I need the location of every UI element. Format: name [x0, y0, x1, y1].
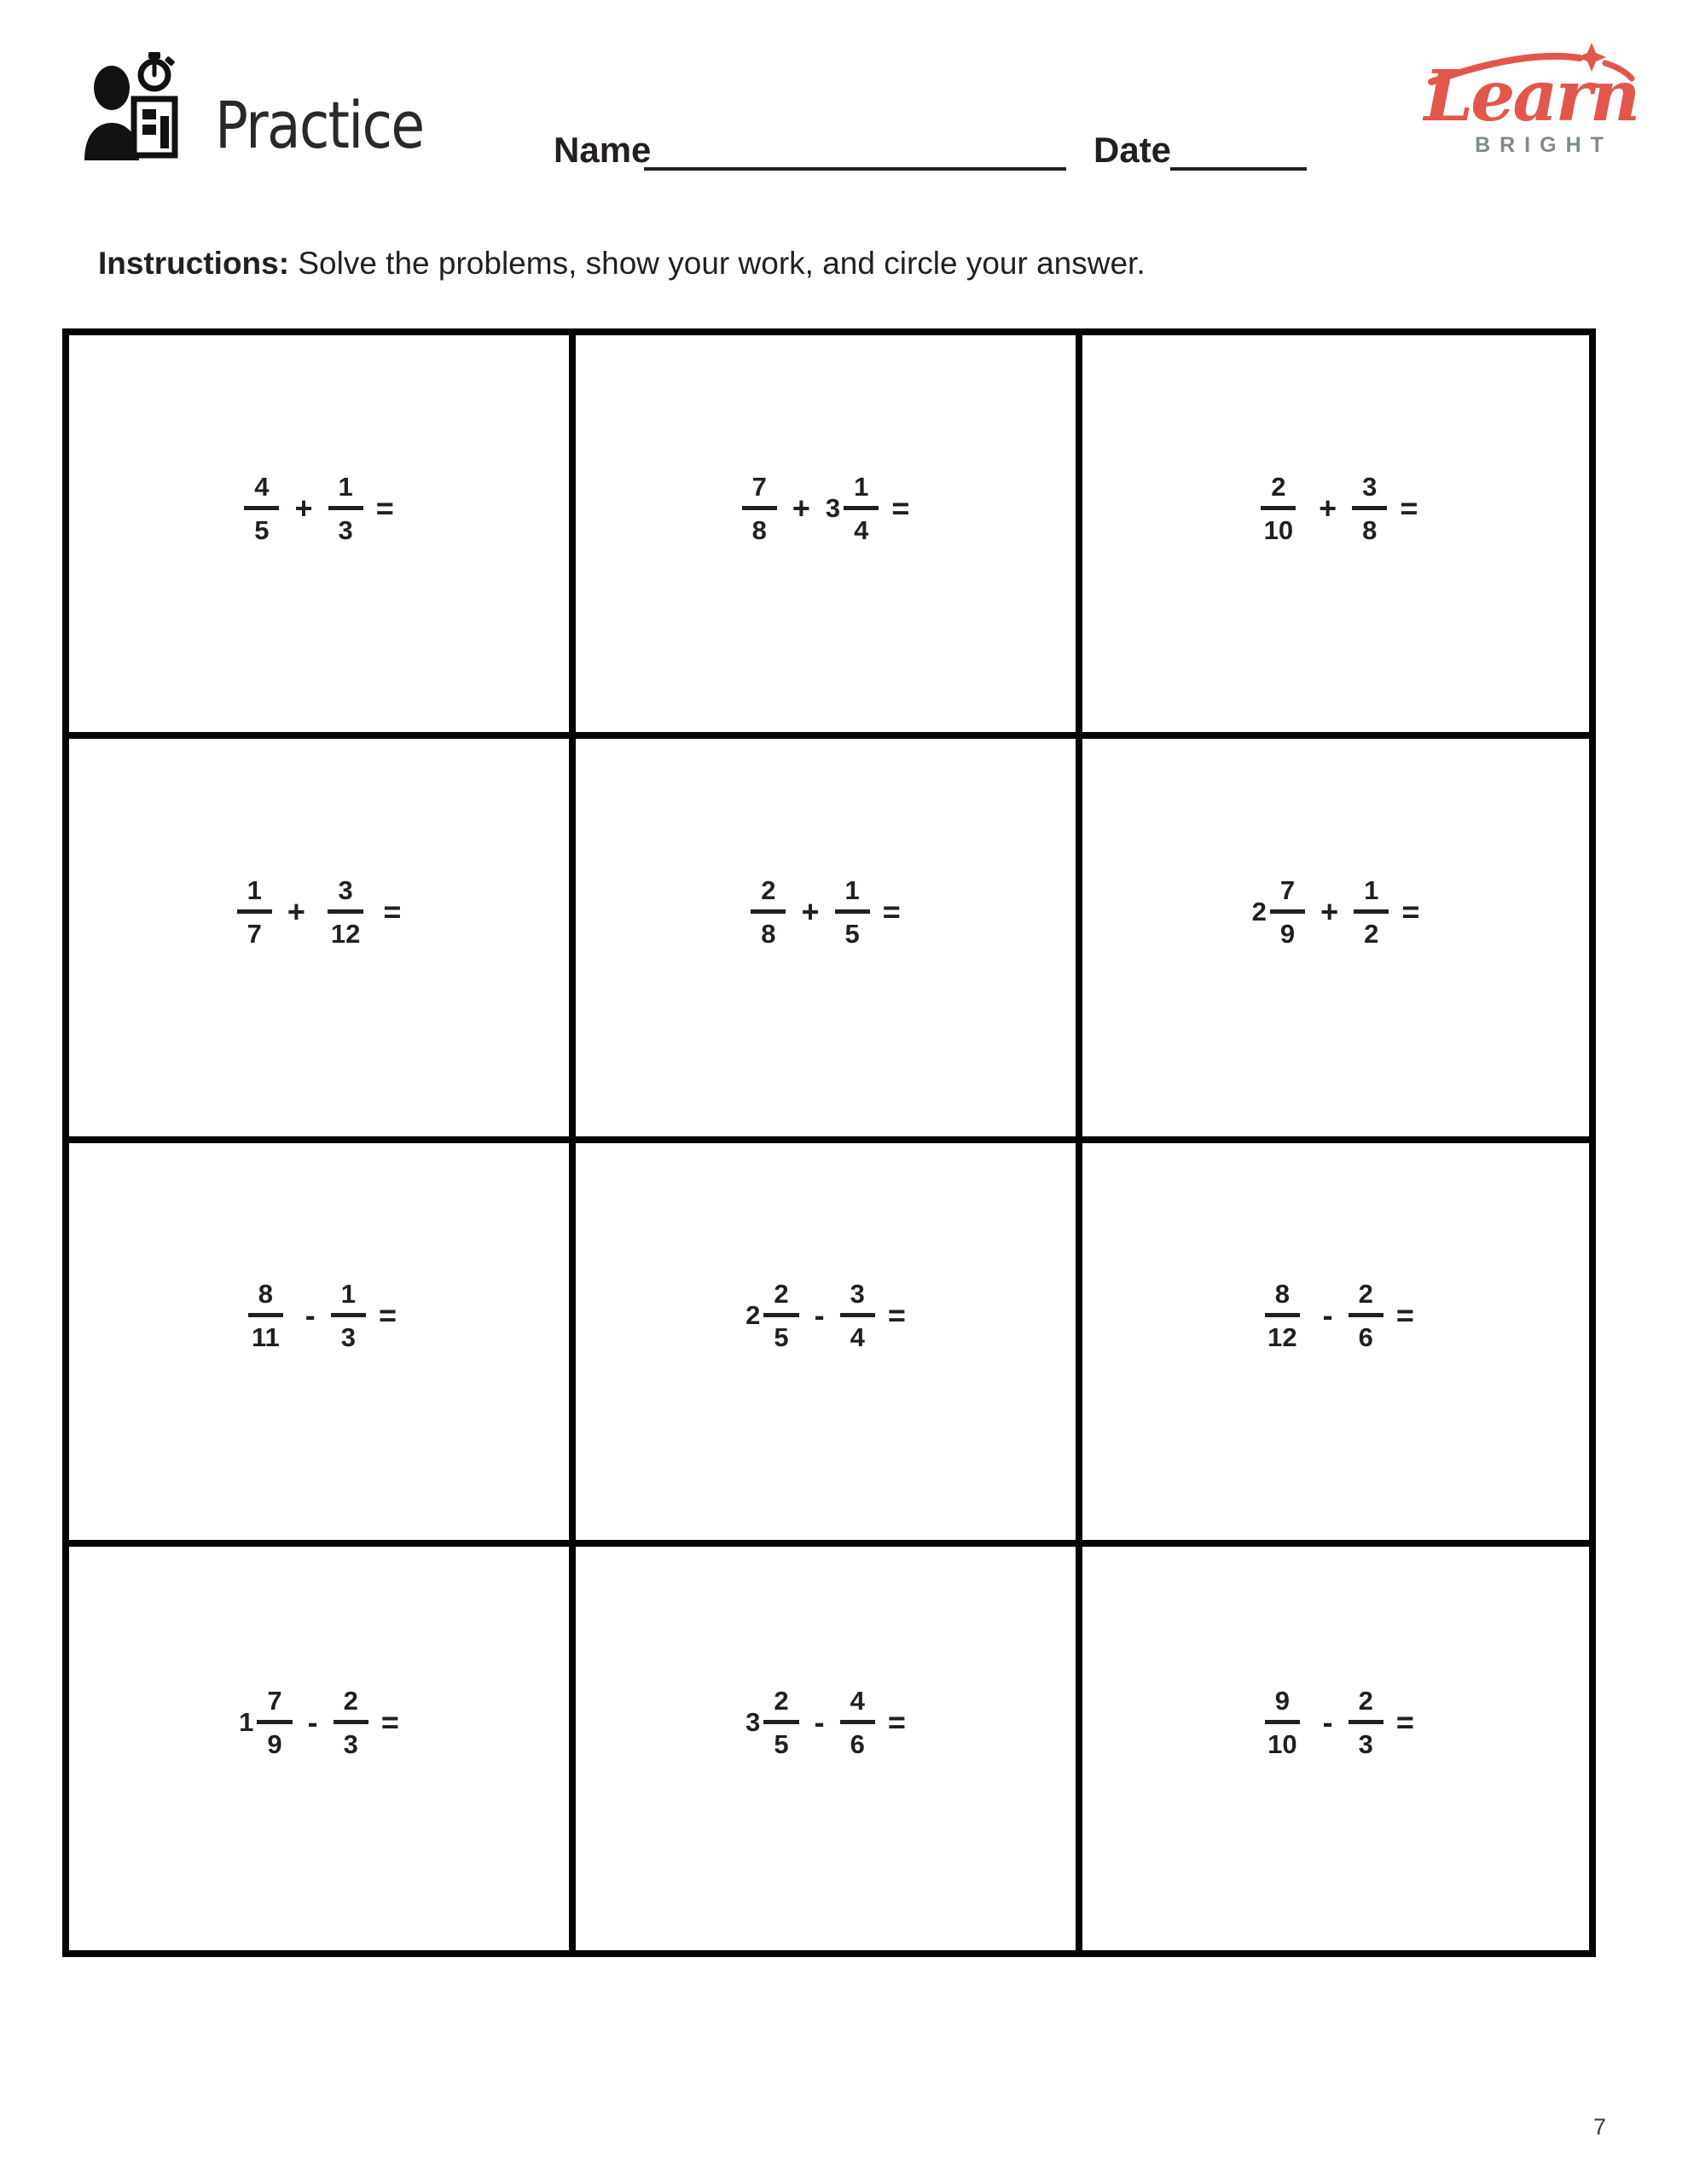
whole-number: 2 — [745, 1300, 761, 1331]
equals-sign: = — [379, 1298, 397, 1333]
denominator: 10 — [1263, 514, 1294, 545]
fraction — [237, 874, 272, 949]
fraction — [321, 874, 370, 949]
equals-sign: = — [882, 893, 901, 929]
problem-cell-7 — [69, 1143, 576, 1547]
operator: - — [1322, 1298, 1333, 1333]
denominator: 3 — [1358, 1729, 1373, 1760]
equals-sign: = — [1401, 893, 1420, 929]
equals-sign: = — [1400, 490, 1418, 526]
denominator: 12 — [330, 918, 361, 949]
problem-grid — [62, 328, 1596, 1957]
fraction-problem — [239, 1686, 399, 1760]
instructions-text: Solve the problems, show your work, and circle your answer. — [298, 246, 1146, 281]
equals-sign: = — [891, 490, 910, 526]
equals-sign: = — [380, 1705, 399, 1740]
operator: + — [294, 490, 313, 526]
numerator: 1 — [844, 473, 879, 510]
numerator: 2 — [751, 877, 786, 914]
fraction-problem — [745, 1279, 906, 1353]
name-label: Name — [554, 130, 652, 170]
fraction — [1349, 1686, 1383, 1760]
problem-cell-5 — [576, 739, 1082, 1142]
denominator: 12 — [1267, 1322, 1297, 1353]
denominator: 2 — [1364, 918, 1379, 949]
numerator: 1 — [328, 473, 363, 510]
denominator: 3 — [338, 514, 353, 545]
numerator: 3 — [1352, 473, 1387, 510]
date-blank-line — [1170, 167, 1307, 171]
page-number: 7 — [1593, 2114, 1607, 2140]
fraction — [1257, 1686, 1307, 1760]
fraction — [328, 473, 363, 543]
numerator: 2 — [763, 1687, 798, 1724]
fraction — [763, 1686, 798, 1760]
fraction — [244, 473, 279, 543]
fraction — [742, 473, 777, 543]
page-title: Practice — [215, 87, 424, 163]
fraction — [835, 874, 870, 949]
whole-number: 2 — [1251, 896, 1267, 926]
operator: + — [1319, 490, 1337, 526]
denominator: 9 — [1279, 918, 1296, 949]
whole-number: 3 — [745, 1707, 761, 1738]
denominator: 5 — [774, 1729, 789, 1760]
fraction-problem — [745, 1686, 906, 1760]
problem-cell-2 — [576, 335, 1082, 739]
numerator: 2 — [1349, 1281, 1383, 1317]
denominator: 8 — [751, 514, 767, 545]
equals-sign: = — [383, 893, 402, 929]
logo-bright-text: BRIGHT — [1475, 133, 1613, 157]
fraction — [844, 473, 879, 543]
denominator: 8 — [1362, 514, 1378, 545]
problem-cell-11 — [576, 1547, 1082, 1950]
numerator: 2 — [763, 1281, 798, 1317]
operator: - — [305, 1298, 316, 1333]
denominator: 6 — [1358, 1322, 1373, 1353]
fraction — [334, 1686, 368, 1760]
fraction-problem — [1257, 1279, 1414, 1353]
fraction-problem — [237, 874, 402, 949]
denominator: 5 — [254, 514, 270, 545]
fraction — [257, 1686, 292, 1760]
operator: - — [1322, 1705, 1333, 1740]
numerator: 8 — [1265, 1281, 1300, 1317]
denominator: 8 — [761, 918, 776, 949]
logo-learn-text: Learn — [1424, 55, 1639, 137]
numerator: 4 — [244, 473, 279, 510]
numerator: 1 — [237, 877, 272, 914]
numerator: 1 — [331, 1281, 366, 1317]
date-label: Date — [1093, 130, 1172, 170]
fraction — [1352, 473, 1387, 543]
instructions — [98, 246, 1146, 282]
fraction-problem — [1257, 1686, 1414, 1760]
denominator: 4 — [850, 1322, 865, 1353]
denominator: 4 — [854, 514, 869, 545]
fraction — [241, 1279, 290, 1353]
operator: + — [1320, 893, 1339, 929]
equals-sign: = — [375, 490, 394, 526]
fraction — [1254, 473, 1303, 543]
denominator: 9 — [267, 1729, 282, 1760]
operator: + — [287, 893, 305, 929]
operator: + — [792, 490, 810, 526]
practice-person-stopwatch-icon — [78, 49, 191, 165]
learn-bright-logo — [1412, 41, 1650, 158]
problem-cell-6 — [1082, 739, 1589, 1142]
fraction — [1354, 874, 1389, 949]
problem-cell-3 — [1082, 335, 1589, 739]
instructions-label: Instructions: — [98, 246, 290, 281]
operator: + — [801, 893, 820, 929]
numerator: 7 — [742, 473, 777, 510]
fraction — [331, 1279, 366, 1353]
name-blank-line — [644, 167, 1066, 171]
equals-sign: = — [887, 1298, 906, 1333]
fraction-problem — [241, 1279, 397, 1353]
equals-sign: = — [887, 1705, 906, 1740]
fraction-problem — [742, 473, 910, 543]
denominator: 11 — [251, 1322, 280, 1353]
operator: - — [307, 1705, 318, 1740]
numerator: 3 — [328, 877, 363, 914]
denominator: 3 — [343, 1729, 358, 1760]
fraction — [763, 1279, 798, 1353]
denominator: 6 — [850, 1729, 865, 1760]
numerator: 1 — [835, 877, 870, 914]
fraction — [840, 1279, 875, 1353]
numerator: 7 — [1270, 877, 1305, 914]
denominator: 5 — [844, 918, 860, 949]
fraction-problem — [244, 473, 394, 543]
problem-cell-8 — [576, 1143, 1082, 1547]
problem-cell-9 — [1082, 1143, 1589, 1547]
fraction-problem — [751, 874, 901, 949]
operator: - — [814, 1298, 825, 1333]
problem-cell-1 — [69, 335, 576, 739]
numerator: 9 — [1265, 1687, 1300, 1724]
whole-number: 3 — [825, 492, 841, 523]
fraction — [840, 1686, 875, 1760]
fraction — [1270, 874, 1305, 949]
fraction — [751, 874, 786, 949]
denominator: 7 — [247, 918, 262, 949]
problem-cell-4 — [69, 739, 576, 1142]
whole-number: 1 — [239, 1707, 254, 1738]
fraction — [1349, 1279, 1383, 1353]
denominator: 5 — [774, 1322, 789, 1353]
equals-sign: = — [1395, 1298, 1414, 1333]
equals-sign: = — [1395, 1705, 1414, 1740]
operator: - — [814, 1705, 825, 1740]
numerator: 2 — [1349, 1687, 1383, 1724]
fraction-problem — [1251, 874, 1420, 949]
fraction-problem — [1254, 473, 1418, 543]
numerator: 1 — [1354, 877, 1389, 914]
denominator: 10 — [1267, 1729, 1297, 1760]
fraction — [1257, 1279, 1307, 1353]
numerator: 2 — [334, 1687, 368, 1724]
problem-cell-12 — [1082, 1547, 1589, 1950]
numerator: 3 — [840, 1281, 875, 1317]
numerator: 2 — [1261, 473, 1296, 510]
numerator: 4 — [840, 1687, 875, 1724]
denominator: 3 — [340, 1322, 356, 1353]
problem-cell-10 — [69, 1547, 576, 1950]
numerator: 7 — [257, 1687, 292, 1724]
numerator: 8 — [248, 1281, 283, 1317]
